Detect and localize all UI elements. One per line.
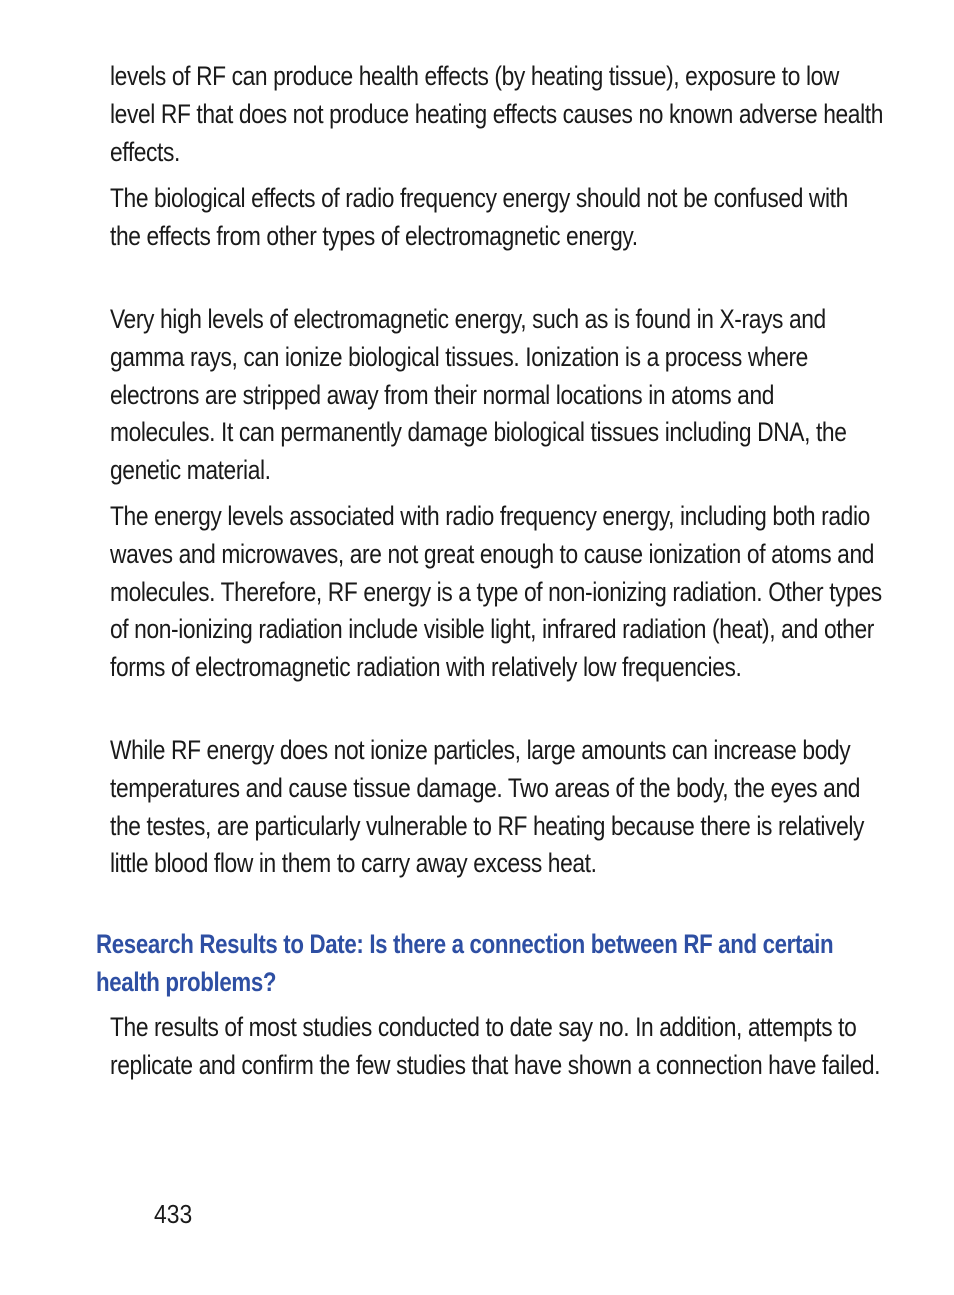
- paragraph-ionizing-energy: Very high levels of electromagnetic energy, such as is found in X-rays and gamma rays, can ionize biological tissues. Ionization is a process where electrons are stripped away from their normal locations in atoms and molecules. It can permanently damage biological tissues including DNA, the genetic material.: [110, 304, 847, 486]
- page-number: 433: [154, 1199, 193, 1229]
- paragraph-rf-health-effects: levels of RF can produce health effects (by heating tissue), exposure to low level RF that does not produce heating effects causes no known adverse health effects.: [110, 61, 884, 167]
- paragraph-tissue-damage: While RF energy does not ionize particles, large amounts can increase body temperatures and cause tissue damage. Two areas of the body, the eyes and the testes, are particularly vulnerable to RF heating because there is relatively little blood flow in them to carry away excess heat.: [110, 735, 865, 879]
- paragraph-biological-effects: The biological effects of radio frequency energy should not be confused with the effects from other types of electromagnetic energy.: [110, 183, 848, 251]
- section-heading: Research Results to Date: Is there a connection between RF and certain health problems?: [96, 929, 834, 997]
- paragraph-non-ionizing-radiation: The energy levels associated with radio frequency energy, including both radio waves and microwaves, are not great enough to cause ionization of atoms and molecules. Therefore, RF energy is a type of non-ionizing radiation. Other types of non-ionizing radiation include visible light, infrared radiation (heat), and other forms of electromagnetic radiation with relatively low frequencies.: [110, 501, 882, 683]
- paragraph-research-results: The results of most studies conducted to date say no. In addition, attempts to replicate and confirm the few studies that have shown a connection have failed.: [110, 1012, 881, 1080]
